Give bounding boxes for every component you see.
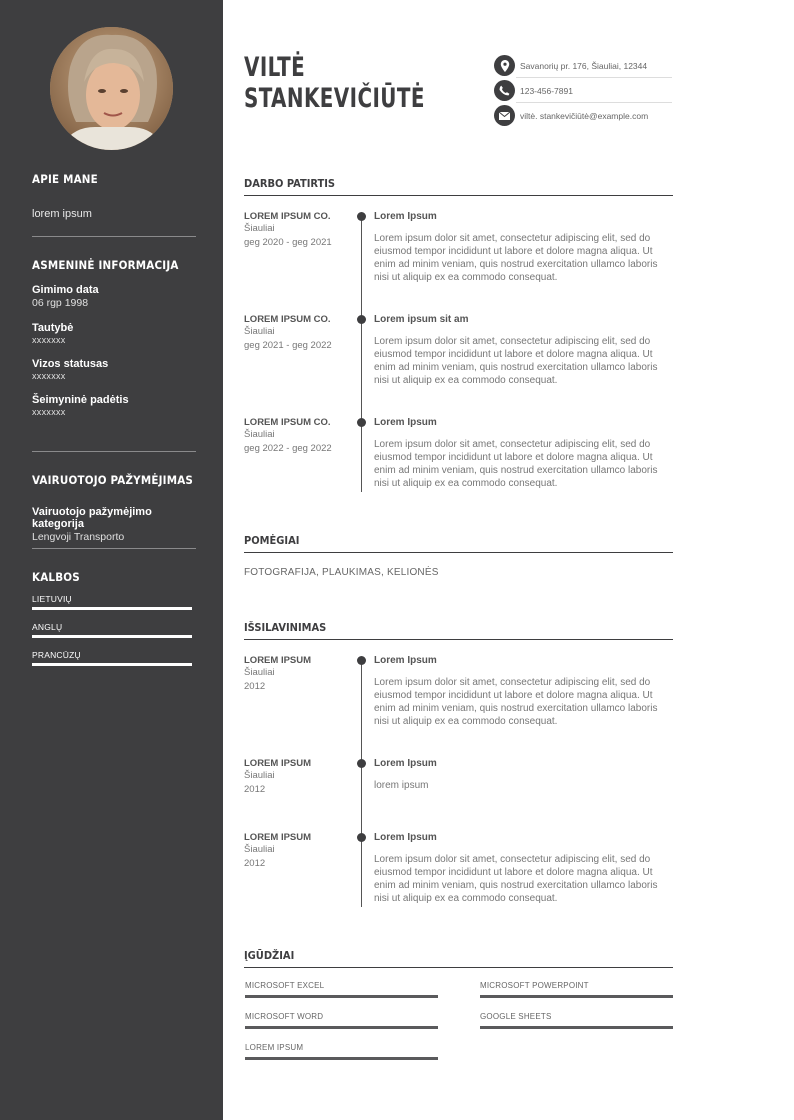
timeline-dot — [357, 315, 366, 324]
birth-date-label: Gimimo data — [32, 284, 99, 296]
skill-name: GOOGLE SHEETS — [480, 1012, 552, 1021]
skill-item — [480, 981, 673, 998]
language-level-bar — [32, 663, 192, 666]
education-entry-meta — [244, 758, 354, 796]
marital-status-label: Šeimyninė padėtis — [32, 394, 129, 406]
job-description: Lorem ipsum dolor sit amet, consectetur adipiscing elit, sed do eiusmod tempor incididunt ut labore et dolore magna aliqua. Ut enim ad minim veniam, quis nostrud exercitation ullamco laboris nisi ut aliquip ex ea commodo consequat. — [374, 439, 658, 489]
phone-icon — [494, 80, 515, 101]
work-timeline-line — [361, 216, 362, 492]
job-title: Lorem Ipsum — [374, 211, 437, 222]
contact-address — [494, 53, 672, 78]
sidebar-divider — [32, 236, 196, 237]
skill-item — [245, 1043, 438, 1060]
work-dates: geg 2021 - geg 2022 — [244, 339, 332, 351]
job-description: Lorem ipsum dolor sit amet, consectetur adipiscing elit, sed do eiusmod tempor incididunt ut labore et dolore magna aliqua. Ut enim ad minim veniam, quis nostrud exercitation ullamco laboris nisi ut aliquip ex ea commodo consequat. — [374, 336, 658, 386]
skill-level-bar — [245, 1057, 438, 1060]
hobbies-text: FOTOGRAFIJA, PLAUKIMAS, KELIONĖS — [244, 567, 439, 578]
degree-title: Lorem Ipsum — [374, 832, 437, 843]
education-entry-meta — [244, 832, 354, 870]
education-entry-body — [374, 832, 674, 905]
language-name: LIETUVIŲ — [32, 594, 72, 604]
profile-photo-image — [50, 27, 173, 150]
company-name: LOREM IPSUM CO. — [244, 314, 331, 325]
skill-item — [245, 981, 438, 998]
skills-heading: ĮGŪDŽIAI — [244, 949, 673, 968]
education-entry-body — [374, 655, 674, 728]
degree-description: lorem ipsum — [374, 780, 429, 791]
languages-heading: KALBOS — [32, 570, 80, 584]
timeline-dot — [357, 656, 366, 665]
languages-section — [32, 570, 196, 666]
school-name: LOREM IPSUM — [244, 758, 312, 769]
license-heading: VAIRUOTOJO PAŽYMĖJIMAS — [32, 473, 194, 487]
school-city: Šiauliai — [244, 844, 275, 855]
job-title: Lorem ipsum sit am — [374, 314, 469, 325]
about-text: lorem ipsum — [32, 208, 92, 220]
marital-status-value: xxxxxxx — [32, 407, 66, 417]
location-pin-icon — [494, 55, 515, 76]
school-city: Šiauliai — [244, 667, 275, 678]
personal-info-section — [32, 258, 196, 417]
work-heading: DARBO PATIRTIS — [244, 177, 673, 196]
timeline-dot — [357, 833, 366, 842]
language-item — [32, 622, 196, 638]
skill-level-bar — [480, 995, 673, 998]
license-category-label: Vairuotojo pažymėjimo kategorija — [32, 506, 152, 530]
hobbies-heading: POMĖGIAI — [244, 534, 673, 553]
about-heading: APIE MANE — [32, 172, 98, 186]
skill-level-bar — [245, 1026, 438, 1029]
birth-date-value: 06 rgp 1998 — [32, 297, 89, 309]
education-year: 2012 — [244, 783, 266, 795]
personal-info-heading: ASMENINĖ INFORMACIJA — [32, 258, 179, 272]
last-name: STANKEVIČIŪTĖ — [244, 83, 425, 114]
visa-status-label: Vizos statusas — [32, 358, 109, 370]
degree-description: Lorem ipsum dolor sit amet, consectetur adipiscing elit, sed do eiusmod tempor incididunt ut labore et dolore magna aliqua. Ut enim ad minim veniam, quis nostrud exercitation ullamco laboris nisi ut aliquip ex ea commodo consequat. — [374, 677, 658, 727]
education-entry-body — [374, 758, 674, 792]
company-city: Šiauliai — [244, 223, 275, 234]
school-name: LOREM IPSUM — [244, 655, 312, 666]
nationality-value: xxxxxxx — [32, 335, 66, 345]
school-city: Šiauliai — [244, 770, 275, 781]
envelope-icon — [494, 105, 515, 126]
degree-title: Lorem Ipsum — [374, 655, 437, 666]
work-entry-meta — [244, 417, 354, 455]
phone-text: 123-456-7891 — [520, 85, 573, 96]
skill-item — [480, 1012, 673, 1029]
language-name: PRANCŪZŲ — [32, 650, 81, 660]
education-timeline-line — [361, 660, 362, 907]
degree-title: Lorem Ipsum — [374, 758, 437, 769]
work-entry-body — [374, 314, 674, 387]
language-item — [32, 650, 196, 666]
language-item — [32, 594, 196, 610]
skill-name: MICROSOFT EXCEL — [245, 981, 325, 990]
contact-phone — [494, 78, 672, 103]
job-description: Lorem ipsum dolor sit amet, consectetur adipiscing elit, sed do eiusmod tempor incididunt ut labore et dolore magna aliqua. Ut enim ad minim veniam, quis nostrud exercitation ullamco laboris nisi ut aliquip ex ea commodo consequat. — [374, 233, 658, 283]
language-level-bar — [32, 607, 192, 610]
language-level-bar — [32, 635, 192, 638]
timeline-dot — [357, 212, 366, 221]
work-entry-body — [374, 211, 674, 284]
visa-status-value: xxxxxxx — [32, 371, 66, 381]
degree-description: Lorem ipsum dolor sit amet, consectetur adipiscing elit, sed do eiusmod tempor incididunt ut labore et dolore magna aliqua. Ut enim ad minim veniam, quis nostrud exercitation ullamco laboris nisi ut aliquip ex ea commodo consequat. — [374, 854, 658, 904]
sidebar-divider — [32, 548, 196, 549]
school-name: LOREM IPSUM — [244, 832, 312, 843]
work-dates: geg 2020 - geg 2021 — [244, 236, 332, 248]
skill-name: MICROSOFT POWERPOINT — [480, 981, 589, 990]
skill-level-bar — [480, 1026, 673, 1029]
skill-name: LOREM IPSUM — [245, 1043, 304, 1052]
about-section — [32, 172, 196, 220]
language-name: ANGLŲ — [32, 622, 63, 632]
job-title: Lorem Ipsum — [374, 417, 437, 428]
work-dates: geg 2022 - geg 2022 — [244, 442, 332, 454]
work-entry-body — [374, 417, 674, 490]
person-name — [244, 52, 425, 114]
work-entry-meta — [244, 314, 354, 352]
license-section — [32, 473, 196, 543]
education-year: 2012 — [244, 857, 266, 869]
skill-item — [245, 1012, 438, 1029]
company-name: LOREM IPSUM CO. — [244, 211, 331, 222]
sidebar — [0, 0, 223, 1120]
timeline-dot — [357, 759, 366, 768]
license-category-value: Lengvoji Transporto — [32, 531, 125, 543]
education-entry-meta — [244, 655, 354, 693]
profile-photo — [50, 27, 173, 150]
first-name: VILTĖ — [244, 52, 306, 83]
email-text: viltė. stankevičiūtė@example.com — [520, 110, 649, 121]
address-text: Savanorių pr. 176, Šiauliai, 12344 — [520, 60, 648, 71]
sidebar-divider — [32, 451, 196, 452]
contact-email — [494, 103, 672, 128]
company-city: Šiauliai — [244, 326, 275, 337]
work-entry-meta — [244, 211, 354, 249]
skill-name: MICROSOFT WORD — [245, 1012, 324, 1021]
company-city: Šiauliai — [244, 429, 275, 440]
education-year: 2012 — [244, 680, 266, 692]
education-heading: IŠSILAVINIMAS — [244, 621, 673, 640]
skill-level-bar — [245, 995, 438, 998]
nationality-label: Tautybė — [32, 322, 74, 334]
timeline-dot — [357, 418, 366, 427]
company-name: LOREM IPSUM CO. — [244, 417, 331, 428]
